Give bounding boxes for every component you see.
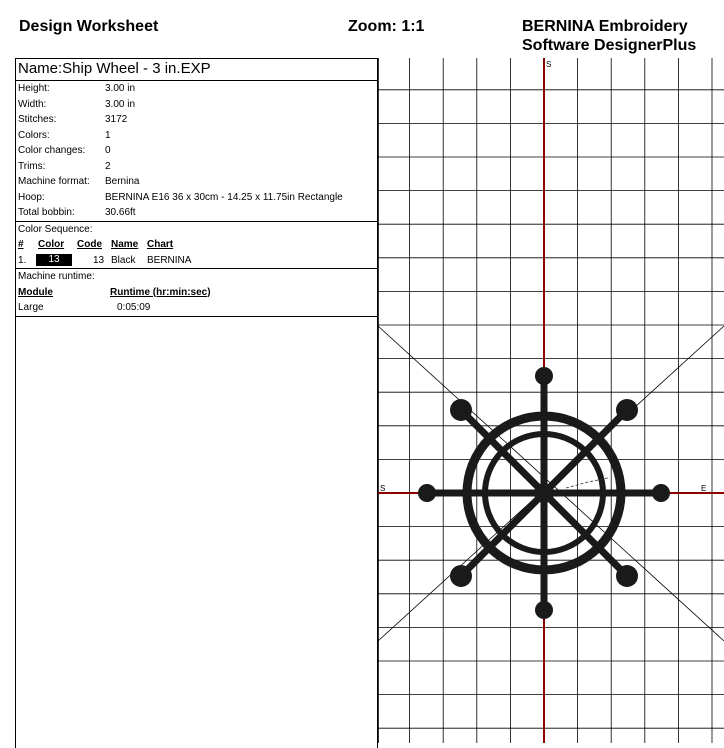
table-row [16,300,377,316]
design-properties [16,81,377,222]
col-num-header: # [18,239,24,250]
property-value: BERNINA E16 36 x 30cm - 14.25 x 11.75in Rectangle [105,191,343,203]
design-name: Name:Ship Wheel - 3 in.EXP [16,59,377,81]
property-value: Bernina [105,176,140,187]
property-value: 30.66ft [105,207,136,218]
runtime-title-row [16,269,377,285]
property-value: 0 [105,145,111,156]
color-swatch: 13 [36,254,72,266]
color-row-number: 1. [18,254,27,266]
property-value: 3.00 in [105,98,136,110]
property-label: Hoop: [18,191,45,203]
color-sequence-title-row [16,222,377,238]
preview-grid [378,58,724,743]
table-row [16,253,377,269]
property-row [16,143,377,159]
col-module-header: Module [18,286,53,298]
property-label: Colors: [18,129,50,141]
col-code-header: Code [77,239,102,250]
property-value: 1 [105,129,111,141]
property-label: Color changes: [18,145,86,156]
col-name-header: Name [111,239,139,250]
property-row [16,112,377,128]
brand-name [522,17,696,55]
col-runtime-header: Runtime (hr:min:sec) [110,286,211,298]
property-row [16,128,377,144]
runtime-value: 0:05:09 [117,302,151,313]
property-value: 3.00 in [105,83,136,94]
property-value: 2 [105,160,111,172]
property-label: Stitches: [18,114,57,125]
brand-line-2: Software DesignerPlus [522,37,697,54]
property-label: Height: [18,83,50,94]
ship-wheel-embroidery [418,367,670,619]
property-label: Machine format: [18,176,90,187]
design-info-panel [15,58,378,748]
property-label: Width: [18,98,47,110]
property-row [16,205,377,221]
property-row [16,190,377,206]
zoom-level: Zoom: 1:1 [348,18,425,35]
color-sequence-title: Color Sequence: [18,223,93,235]
color-code: 13 [93,254,105,266]
col-chart-header: Chart [147,239,174,250]
property-label: Trims: [18,160,46,172]
axis-label-top: S [546,60,552,69]
color-sequence-section [16,222,377,270]
runtime-section [16,269,377,317]
brand-line-1: BERNINA Embroidery [522,18,688,35]
property-row [16,81,377,97]
color-sequence-header-row [16,237,377,253]
property-value: 3172 [105,114,128,125]
design-preview [378,58,724,743]
axis-label-right: E [701,484,707,493]
property-row [16,159,377,175]
runtime-header-row [16,285,377,301]
wheel-hub [534,483,554,503]
worksheet-title: Design Worksheet [19,18,159,35]
color-chart: BERNINA [147,254,192,266]
property-label: Total bobbin: [18,207,75,218]
property-row [16,174,377,190]
col-color-header: Color [38,239,65,250]
runtime-module: Large [18,302,44,313]
axis-label-left: S [380,484,386,493]
property-row [16,97,377,113]
runtime-title: Machine runtime: [18,271,95,282]
color-name: Black [111,254,136,266]
